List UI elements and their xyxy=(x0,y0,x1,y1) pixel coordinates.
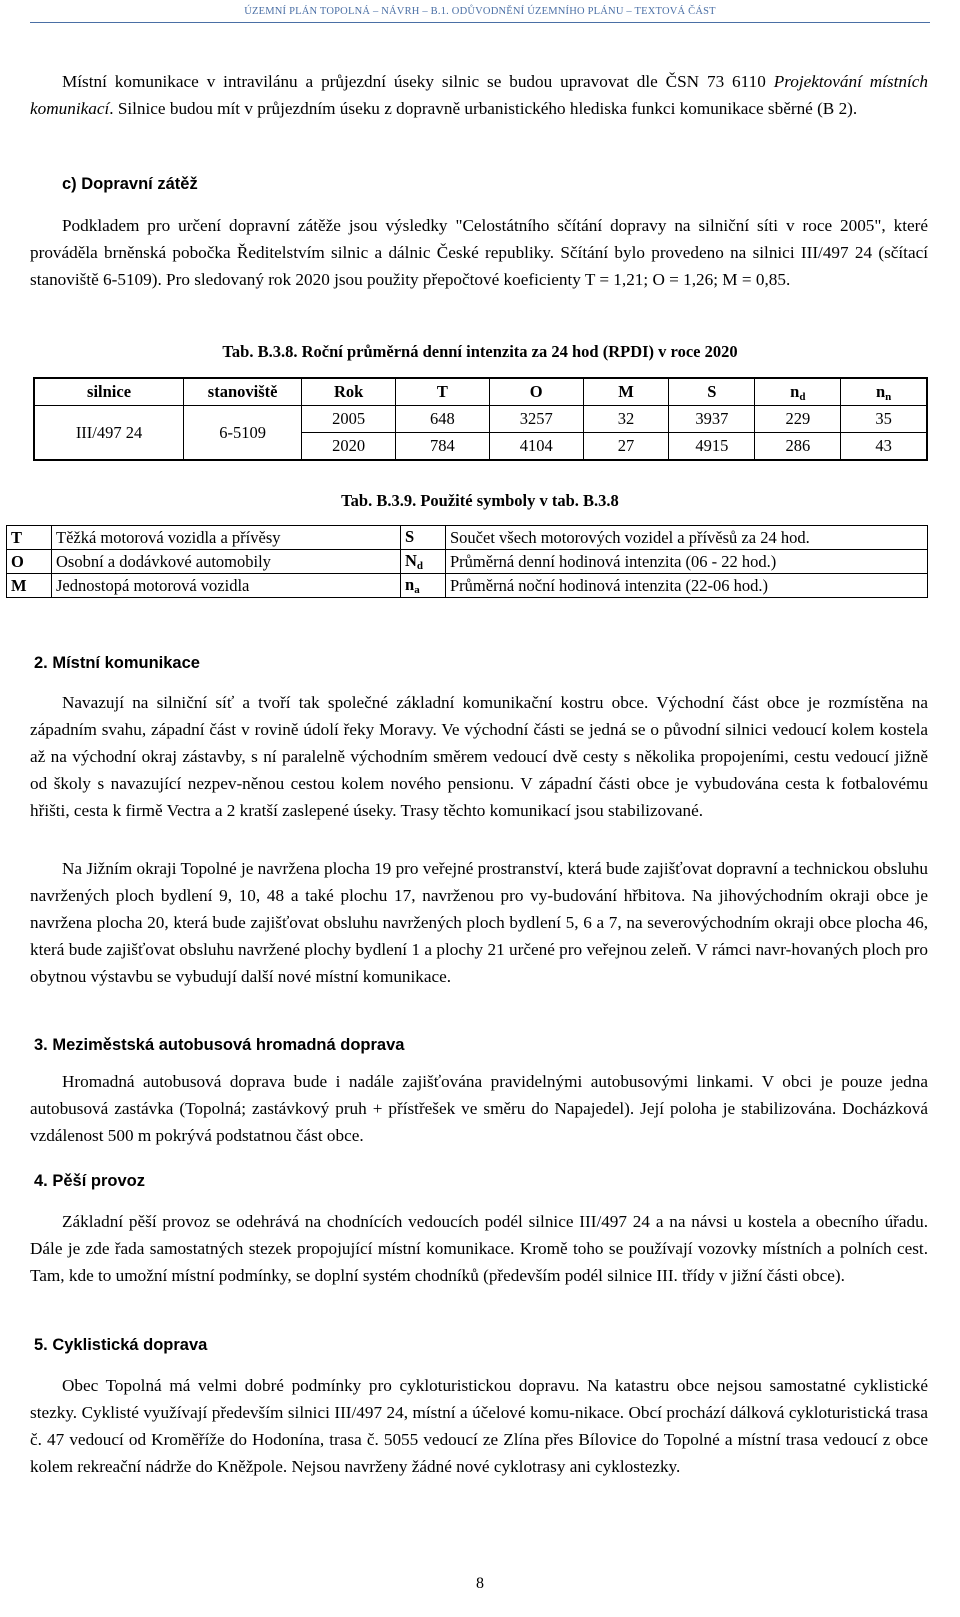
running-header: ÚZEMNÍ PLÁN TOPOLNÁ – NÁVRH – B.1. ODŮVODNĚNÍ ÚZEMNÍHO PLÁNU – TEXTOVÁ ČÁST xyxy=(244,6,716,17)
table-cell: 229 xyxy=(755,406,841,433)
symbols-table xyxy=(6,525,928,598)
table-row xyxy=(7,526,928,550)
col-header: S xyxy=(669,378,755,406)
symbol-cell: $n_a$ xyxy=(401,574,446,598)
table-cell: 3937 xyxy=(669,406,755,433)
table-cell: 4104 xyxy=(489,433,583,461)
table1-caption: Tab. B.3.8. Roční průměrná denní intenzita za 24 hod (RPDI) v roce 2020 xyxy=(222,342,738,361)
traffic-paragraph: Podkladem pro určení dopravní zátěže jsou výsledky "Celostátního sčítání dopravy na silniční síti v roce 2005", které prováděla brněnská pobočka Ředitelstvím silnic a dálnic České republiky. Sčítání bylo provedeno na silnici III/497 24 (sčítací stanoviště 6-5109). Pro sledovaný rok 2020 jsou použity přepočtové koeficienty T = 1,21; O = 1,26; M = 0,85. xyxy=(30,216,928,289)
symbol-cell: S xyxy=(401,526,446,550)
section-heading-bus: 3. Meziměstská autobusová hromadná doprava xyxy=(34,1036,405,1054)
road-cell: III/497 24 xyxy=(34,406,184,461)
intro-paragraph xyxy=(30,68,928,122)
section-heading-cycling: 5. Cyklistická doprava xyxy=(34,1336,208,1354)
bus-paragraph: Hromadná autobusová doprava bude i nadále zajišťována pravidelnými autobusovými linkami. V obci je pouze jedna autobusová zastávka (Topolná; zastávkový pruh + přístřešek ve směru do Napajedel). Její poloha je stabilizována. Docházková vzdálenost 500 m pokrývá podstatnou část obce. xyxy=(30,1072,928,1145)
table-cell: 4915 xyxy=(669,433,755,461)
table-cell: 2020 xyxy=(302,433,396,461)
table-cell: 35 xyxy=(841,406,927,433)
col-header: $n_d$ xyxy=(755,378,841,406)
table2-caption: Tab. B.3.9. Použité symboly v tab. B.3.8 xyxy=(341,491,619,510)
cycling-paragraph: Obec Topolná má velmi dobré podmínky pro cykloturistickou dopravu. Na katastru obce nejsou samostatné cyklistické stezky. Cyklisté využívají především silnici III/497 24, místní a účelové komu-nikace. Obcí prochází dálková cykloturistická trasa č. 47 vedoucí od Kroměříže do Hodonína, trasa č. 5055 vedoucí ze Zlína přes Bílovice do Topolné a místní trasa vedoucí z obce kolem rekreační nádrže do Kněžpole. Nejsou navrženy žádné nové cyklotrasy ani cyklostezky. xyxy=(30,1376,928,1476)
table-cell: 43 xyxy=(841,433,927,461)
table-cell: 2005 xyxy=(302,406,396,433)
description-cell: Těžká motorová vozidla a přívěsy xyxy=(52,526,401,550)
intro-standard-title: Projektování místních komunikací xyxy=(30,72,928,118)
description-cell: Průměrná denní hodinová intenzita (06 - 22 hod.) xyxy=(446,550,928,574)
col-header: stanoviště xyxy=(184,378,302,406)
symbol-cell: $N_d$ xyxy=(401,550,446,574)
col-header: O xyxy=(489,378,583,406)
col-header: silnice xyxy=(34,378,184,406)
table-cell: 3257 xyxy=(489,406,583,433)
col-header: Rok xyxy=(302,378,396,406)
table-cell: 286 xyxy=(755,433,841,461)
intro-text-a: Místní komunikace v intravilánu a průjezdní úseky silnic se budou upravovat dle ČSN 73 6110 xyxy=(62,72,774,91)
local-roads-paragraph-1: Navazují na silniční síť a tvoří tak společné základní komunikační kostru obce. Východní část obce je rozmístěna na západním svahu, západní část v rovině údolí řeky Moravy. Ve východní části se jedná se o původní silnici vedoucí kolem kostela až na východní okraj zástavby, s ní paralelně východním směrem vedoucí dvě cesty s několika propojeními, cestu vedoucí jižně od školy s navazující nezpev-něnou cestou kolem nového pensionu. V západní části obce je vybudována cesta k fotbalovému hřišti, cesta k firmě Vectra a 2 kratší zaslepené úseky. Trasy těchto komunikací jsou stabilizované. xyxy=(30,693,928,820)
intro-text-b: . Silnice budou mít v průjezdním úseku z dopravně urbanistického hlediska funkci komunikace sběrné (B 2). xyxy=(109,99,858,118)
description-cell: Osobní a dodávkové automobily xyxy=(52,550,401,574)
station-cell: 6-5109 xyxy=(184,406,302,461)
rpdi-table xyxy=(33,377,928,461)
section-heading-pedestrian: 4. Pěší provoz xyxy=(34,1172,145,1190)
local-roads-paragraph-2: Na Jižním okraji Topolné je navržena plocha 19 pro veřejné prostranství, která bude zajišťovat dopravní a technickou obsluhu navržených ploch bydlení 9, 10, 48 a také plochu 17, navrženou pro vy-budování hřbitova. Na jihovýchodním okraji obce je navržena plocha 20, která bude zajišťovat obsluhu navržených ploch bydlení 5, 6 a 7, na severovýchodním okraji obce plocha 46, která bude zajišťovat obsluhu navržené plochy bydlení 1 a plochy 21 určené pro veřejnou zeleň. V rámci navr-hovaných ploch pro obytnou výstavbu se vybudují další nové místní komunikace. xyxy=(30,859,928,986)
table-cell: 32 xyxy=(583,406,669,433)
col-header: M xyxy=(583,378,669,406)
header-divider xyxy=(30,22,930,23)
table-row xyxy=(7,550,928,574)
col-header: $n_n$ xyxy=(841,378,927,406)
table-row xyxy=(34,406,927,433)
traffic-heading: c) Dopravní zátěž xyxy=(62,175,198,193)
table-header-row xyxy=(34,378,927,406)
table-cell: 27 xyxy=(583,433,669,461)
page-number: 8 xyxy=(476,1575,484,1592)
description-cell: Průměrná noční hodinová intenzita (22-06 hod.) xyxy=(446,574,928,598)
symbol-cell: T xyxy=(7,526,52,550)
pedestrian-paragraph: Základní pěší provoz se odehrává na chodnících vedoucích podél silnice III/497 24 a na návsi u kostela a obecního úřadu. Dále je zde řada samostatných stezek propojující místní komunikace. Kromě toho se používají vozovky místních a polních cest. Tam, kde to umožní místní podmínky, se doplní systém chodníků (především podél silnice III. třídy v jižní části obce). xyxy=(30,1212,928,1285)
description-cell: Jednostopá motorová vozidla xyxy=(52,574,401,598)
symbol-cell: O xyxy=(7,550,52,574)
description-cell: Součet všech motorových vozidel a přívěsů za 24 hod. xyxy=(446,526,928,550)
table-cell: 784 xyxy=(396,433,490,461)
table-row xyxy=(7,574,928,598)
col-header: T xyxy=(396,378,490,406)
table-cell: 648 xyxy=(396,406,490,433)
symbol-cell: M xyxy=(7,574,52,598)
section-heading-local-roads: 2. Místní komunikace xyxy=(34,654,200,672)
